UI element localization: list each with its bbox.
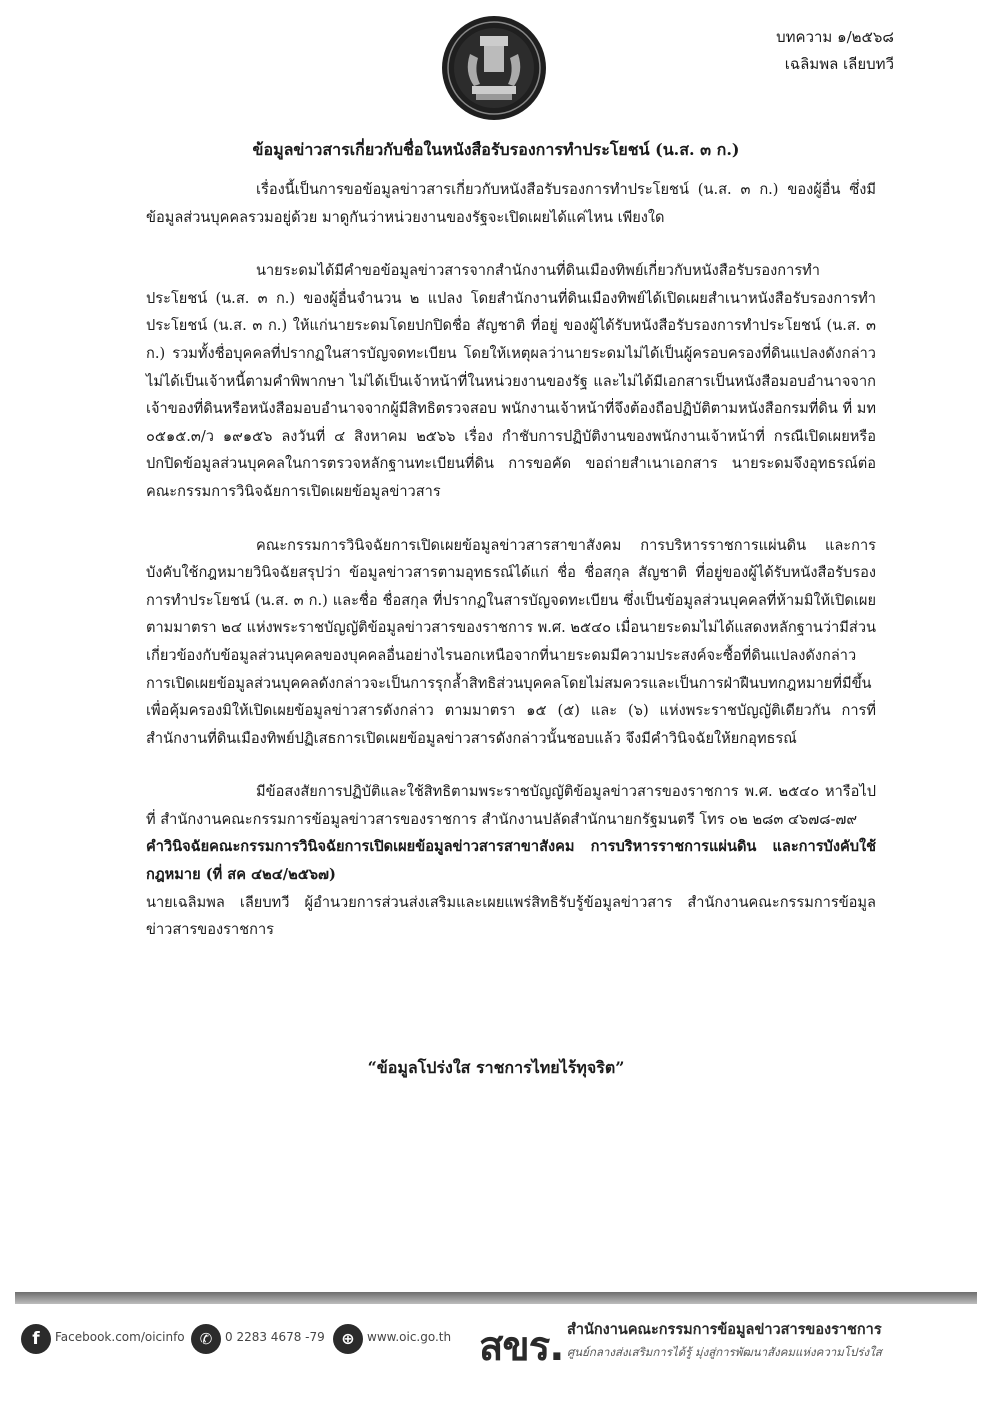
author-name: เฉลิมพล เลียบทวี: [784, 55, 894, 73]
phone-number: 0 2283 4678 -79: [225, 1330, 325, 1344]
motto: “ข้อมูลโปร่งใส ราชการไทยไร้ทุจริต”: [367, 1058, 625, 1077]
header-reference: [776, 24, 894, 78]
document-body: [146, 176, 876, 944]
organization-tagline: ศูนย์กลางส่งเสริมการได้รู้ มุ่งสู่การพัฒนาสังคมแห่งความโปร่งใส: [567, 1345, 882, 1359]
facebook-link[interactable]: Facebook.com/oicinfo: [55, 1330, 185, 1344]
organization-name: สำนักงานคณะกรรมการข้อมูลข่าวสารของราชการ: [567, 1322, 882, 1338]
paragraph-contact: มีข้อสงสัยการปฏิบัติและใช้สิทธิตามพระราชบัญญัติข้อมูลข่าวสารของราชการ พ.ศ. ๒๕๔๐ หารือไปที่ สำนักงานคณะกรรมการข้อมูลข่าวสารของราชการ สำนักงานปลัดสำนักนายกรัฐมนตรี โทร ๐๒ ๒๘๓ ๔๖๗๘-๗๙: [146, 783, 876, 828]
facebook-icon: f: [21, 1324, 51, 1354]
paragraph-ruling-reference: คำวินิจฉัยคณะกรรมการวินิจฉัยการเปิดเผยข้อมูลข่าวสารสาขาสังคม การบริหารราชการแผ่นดิน และการบังคับใช้กฎหมาย (ที่ สค ๔๒๔/๒๕๖๗): [146, 838, 876, 884]
footer-divider-bar: [15, 1292, 977, 1304]
paragraph-decision: คณะกรรมการวินิจฉัยการเปิดเผยข้อมูลข่าวสารสาขาสังคม การบริหารราชการแผ่นดิน และการบังคับใช้กฎหมายวินิจฉัยสรุปว่า ข้อมูลข่าวสารตามอุทธรณ์ได้แก่ ชื่อ ชื่อสกุล สัญชาติ ที่อยู่ของผู้ได้รับหนังสือรับรองการทำประโยชน์ (น.ส. ๓ ก.) และชื่อ ชื่อสกุล ที่ปรากฏในสารบัญจดทะเบียน ซึ่งเป็นข้อมูลส่วนบุคคลที่ห้ามมิให้เปิดเผยตามมาตรา ๒๔ แห่งพระราชบัญญัติข้อมูลข่าวสารของราชการ พ.ศ. ๒๕๔๐ เมื่อนายระดมไม่ได้แสดงหลักฐานว่ามีส่วนเกี่ยวข้องกับข้อมูลส่วนบุคคลของบุคคลอื่นอย่างไรนอกเหนือจากที่นายระดมมีความประสงค์จะซื้อที่ดินแปลงดังกล่าว การเปิดเผยข้อมูลส่วนบุคคลดังกล่าวจะเป็นการรุกล้ำสิทธิส่วนบุคคลโดยไม่สมควรและเป็นการฝ่าฝืนบทกฎหมายที่มีขึ้นเพื่อคุ้มครองมิให้เปิดเผยข้อมูลข่าวสารดังกล่าว ตามมาตรา ๑๕ (๕) และ (๖) แห่งพระราชบัญญัติเดียวกัน การที่สำนักงานที่ดินเมืองทิพย์ปฏิเสธการเปิดเผยข้อมูลข่าวสารดังกล่าวนั้นชอบแล้ว จึงมีคำวินิจฉัยให้ยกอุทธรณ์: [146, 536, 876, 747]
organization-block: [567, 1318, 882, 1362]
website-link[interactable]: www.oic.go.th: [367, 1330, 452, 1344]
globe-icon: ⊕: [333, 1324, 363, 1354]
article-number: บทความ ๑/๒๕๖๘: [776, 28, 894, 46]
document-title: ข้อมูลข่าวสารเกี่ยวกับชื่อในหนังสือรับรองการทำประโยชน์ (น.ส. ๓ ก.): [252, 140, 740, 159]
paragraph-intro: เรื่องนี้เป็นการขอข้อมูลข่าวสารเกี่ยวกับหนังสือรับรองการทำประโยชน์ (น.ส. ๓ ก.) ของผู้อื่น ซึ่งมีข้อมูลส่วนบุคคลรวมอยู่ด้วย มาดูกันว่าหน่วยงานของรัฐจะเปิดเผยได้แค่ไหน เพียงใด: [146, 181, 876, 226]
oic-logo-text: สขร.: [479, 1324, 564, 1370]
phone-icon: ✆: [191, 1324, 221, 1354]
footer: [15, 1310, 977, 1370]
paragraph-author-line: นายเฉลิมพล เลียบทวี ผู้อำนวยการส่วนส่งเสริมและเผยแพร่สิทธิรับรู้ข้อมูลข่าวสาร สำนักงานคณะกรรมการข้อมูลข่าวสารของราชการ: [146, 893, 876, 939]
paragraph-facts: นายระดมได้มีคำขอข้อมูลข่าวสารจากสำนักงานที่ดินเมืองทิพย์เกี่ยวกับหนังสือรับรองการทำประโยชน์ (น.ส. ๓ ก.) ของผู้อื่นจำนวน ๒ แปลง โดยสำนักงานที่ดินเมืองทิพย์ได้เปิดเผยสำเนาหนังสือรับรองการทำประโยชน์ (น.ส. ๓ ก.) ให้แก่นายระดมโดยปกปิดชื่อ สัญชาติ ที่อยู่ ของผู้ได้รับหนังสือรับรองการทำประโยชน์ (น.ส. ๓ ก.) รวมทั้งชื่อบุคคลที่ปรากฏในสารบัญจดทะเบียน โดยให้เหตุผลว่านายระดมไม่ได้เป็นผู้ครอบครองที่ดินแปลงดังกล่าว ไม่ได้เป็นเจ้าหนี้ตามคำพิพากษา ไม่ได้เป็นเจ้าหน้าที่ในหน่วยงานของรัฐ และไม่ได้มีเอกสารเป็นหนังสือมอบอำนาจจากเจ้าของที่ดินหรือหนังสือมอบอำนาจจากผู้มีสิทธิตรวจสอบ พนักงานเจ้าหน้าที่จึงต้องถือปฏิบัติตามหนังสือกรมที่ดิน ที่ มท ๐๕๑๕.๓/ว ๑๙๑๕๖ ลงวันที่ ๔ สิงหาคม ๒๕๖๖ เรื่อง กำชับการปฏิบัติงานของพนักงานเจ้าหน้าที่ กรณีเปิดเผยหรือปกปิดข้อมูลส่วนบุคคลในการตรวจหลักฐานทะเบียนที่ดิน การขอคัด ขอถ่ายสำเนาเอกสาร นายระดมจึงอุทธรณ์ต่อคณะกรรมการวินิจฉัยการเปิดเผยข้อมูลข่าวสาร: [146, 262, 876, 500]
oic-seal-emblem: [440, 14, 548, 122]
